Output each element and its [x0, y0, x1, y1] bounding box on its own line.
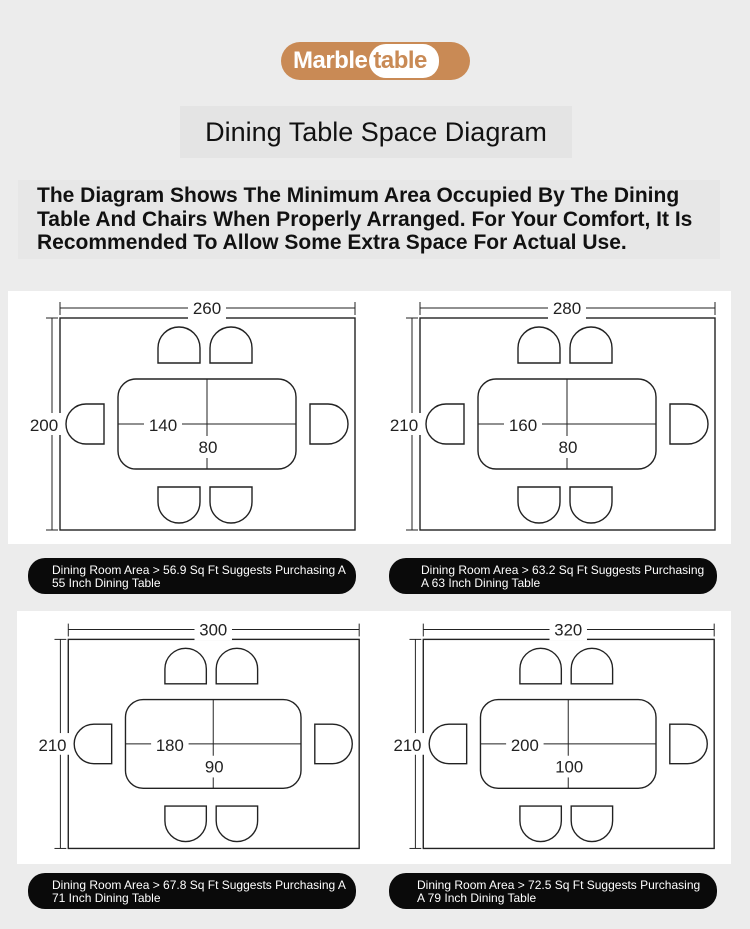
layout-diagram-300x210: [17, 611, 372, 864]
chair-icon: [518, 487, 560, 523]
table-length-label: 180: [155, 735, 184, 755]
chair-icon: [165, 648, 206, 684]
chair-outline: [426, 404, 464, 444]
room-depth-label: 210: [38, 735, 67, 755]
logo-text-table: table: [369, 44, 439, 78]
room-width-label: 320: [554, 620, 583, 640]
chair-icon: [518, 327, 560, 363]
chair-icon: [670, 724, 707, 763]
chair-icon: [165, 806, 206, 842]
chair-icon: [216, 648, 257, 684]
caption-badge-3: [28, 873, 356, 909]
chair-icon: [158, 327, 200, 363]
chair-outline: [315, 724, 352, 763]
diagram-panel-1: [8, 291, 731, 544]
chair-icon: [520, 648, 561, 684]
chair-outline: [518, 487, 560, 523]
layout-diagram-320x210: [372, 611, 727, 864]
chair-icon: [571, 806, 612, 842]
chair-icon: [571, 648, 612, 684]
chair-icon: [66, 404, 104, 444]
chair-icon: [315, 724, 352, 763]
chair-icon: [570, 487, 612, 523]
caption-badge-4: [389, 873, 717, 909]
chair-icon: [216, 806, 257, 842]
room-width-label: 280: [552, 299, 582, 318]
chair-outline: [210, 327, 252, 363]
room-width-label: 300: [199, 620, 228, 640]
table-length-label: 200: [510, 735, 539, 755]
room-width-label: 260: [192, 299, 222, 318]
table-width-label: 80: [198, 438, 218, 457]
chair-outline: [570, 327, 612, 363]
chair-icon: [210, 327, 252, 363]
chair-icon: [74, 724, 111, 763]
table-width-label: 80: [558, 438, 578, 457]
chair-icon: [310, 404, 348, 444]
chair-icon: [158, 487, 200, 523]
room-depth-label: 200: [29, 416, 59, 435]
table-width-label: 100: [555, 757, 584, 777]
chair-outline: [670, 404, 708, 444]
brand-logo: [281, 42, 470, 80]
table-length-label: 140: [148, 416, 178, 435]
chair-outline: [310, 404, 348, 444]
chair-icon: [210, 487, 252, 523]
table-length-label: 160: [508, 416, 538, 435]
chair-icon: [426, 404, 464, 444]
chair-icon: [670, 404, 708, 444]
caption-badge-2: [389, 558, 717, 594]
chair-icon: [429, 724, 466, 763]
chair-icon: [570, 327, 612, 363]
chair-outline: [66, 404, 104, 444]
chair-outline: [570, 487, 612, 523]
chair-outline: [571, 648, 612, 684]
caption-text-2: Dining Room Area > 63.2 Sq Ft Suggests Purchasing A 63 Inch Dining Table: [421, 563, 705, 590]
room-depth-label: 210: [389, 416, 419, 435]
chair-outline: [216, 806, 257, 842]
chair-outline: [518, 327, 560, 363]
chair-outline: [216, 648, 257, 684]
caption-badge-1: [28, 558, 356, 594]
diagram-panel-2: [17, 611, 731, 864]
chair-icon: [520, 806, 561, 842]
chair-outline: [74, 724, 111, 763]
chair-outline: [165, 648, 206, 684]
layout-diagram-280x210: [368, 291, 728, 544]
chair-outline: [165, 806, 206, 842]
chair-outline: [158, 327, 200, 363]
page-title: Dining Table Space Diagram: [180, 106, 572, 158]
caption-text-4: Dining Room Area > 72.5 Sq Ft Suggests Purchasing A 79 Inch Dining Table: [417, 878, 701, 905]
chair-outline: [571, 806, 612, 842]
table-width-label: 90: [204, 757, 224, 777]
description-text: The Diagram Shows The Minimum Area Occupied By The Dining Table And Chairs When Properly Arranged. For Your Comfort, It Is Recommended To Allow Some Extra Space For Actual Use.: [18, 180, 720, 259]
chair-outline: [520, 648, 561, 684]
room-depth-label: 210: [393, 735, 422, 755]
chair-outline: [429, 724, 466, 763]
chair-outline: [210, 487, 252, 523]
chair-outline: [520, 806, 561, 842]
caption-text-3: Dining Room Area > 67.8 Sq Ft Suggests Purchasing A 71 Inch Dining Table: [52, 878, 346, 905]
logo-text-marble: Marble: [293, 47, 368, 74]
layout-diagram-260x200: [8, 291, 368, 544]
chair-outline: [670, 724, 707, 763]
caption-text-1: Dining Room Area > 56.9 Sq Ft Suggests Purchasing A 55 Inch Dining Table: [52, 563, 346, 590]
chair-outline: [158, 487, 200, 523]
